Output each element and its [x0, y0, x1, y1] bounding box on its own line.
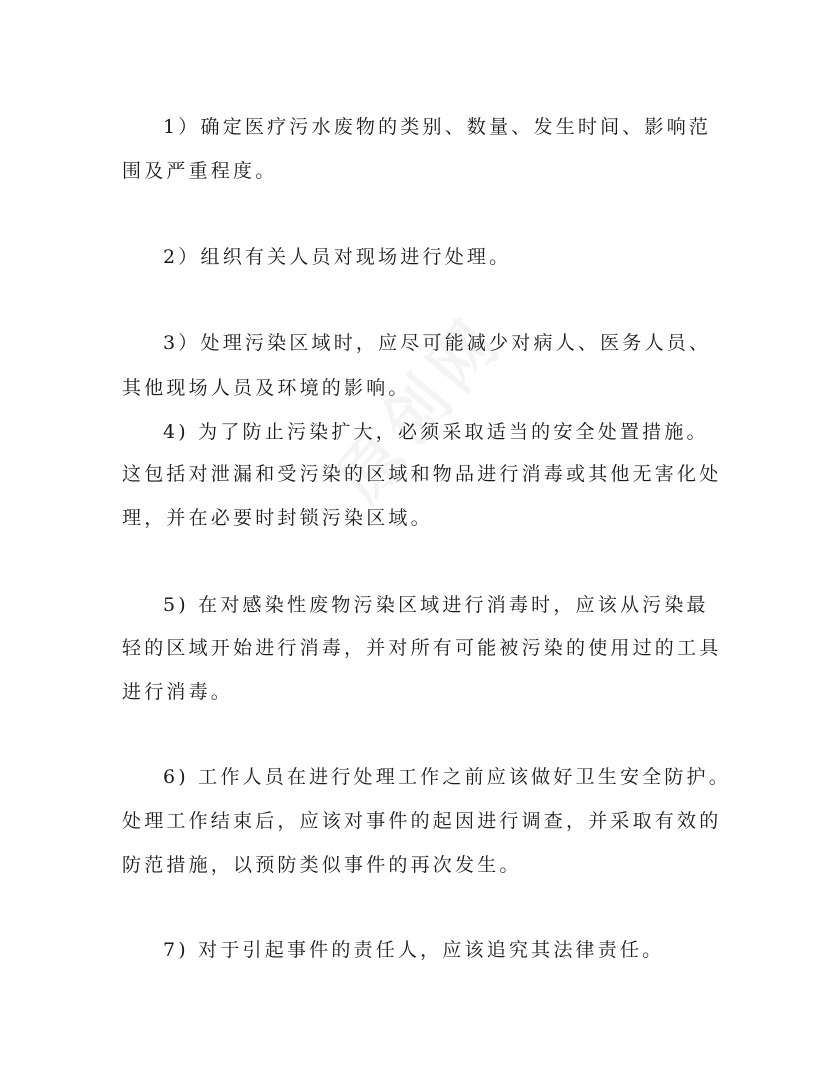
paragraph-4-line-2: 这包括对泄漏和受污染的区域和物品进行消毒或其他无害化处 — [122, 463, 722, 485]
watermark — [307, 288, 524, 522]
paragraph-2-line-1: 2）组织有关人员对现场进行处理。 — [163, 246, 512, 268]
paragraph-7-line-1: 7) 对于引起事件的责任人，应该追究其法律责任。 — [163, 939, 665, 961]
paragraph-6-line-3: 防范措施，以预防类似事件的再次发生。 — [122, 854, 522, 876]
paragraph-4-line-3: 理，并在必要时封锁污染区域。 — [122, 507, 433, 529]
paragraph-6-line-1: 6) 工作人员在进行处理工作之前应该做好卫生安全防护。 — [163, 766, 731, 788]
paragraph-5-line-3: 进行消毒。 — [122, 681, 234, 703]
paragraph-1-line-2: 围及严重程度。 — [122, 160, 278, 182]
paragraph-6-line-2: 处理工作结束后，应该对事件的起因进行调查，并采取有效的 — [122, 810, 722, 832]
paragraph-5-line-2: 轻的区域开始进行消毒，并对所有可能被污染的使用过的工具 — [122, 637, 722, 659]
paragraph-1-line-1: 1）确定医疗污水废物的类别、数量、发生时间、影响范 — [163, 116, 712, 138]
paragraph-5-line-1: 5) 在对感染性废物污染区域进行消毒时，应该从污染最 — [163, 594, 709, 616]
paragraph-4-line-1: 4) 为了防止污染扩大，必须采取适当的安全处置措施。 — [163, 421, 709, 443]
paragraph-3-line-1: 3）处理污染区域时，应尽可能减少对病人、医务人员、 — [163, 332, 712, 354]
paragraph-3-line-2: 其他现场人员及环境的影响。 — [122, 377, 411, 399]
